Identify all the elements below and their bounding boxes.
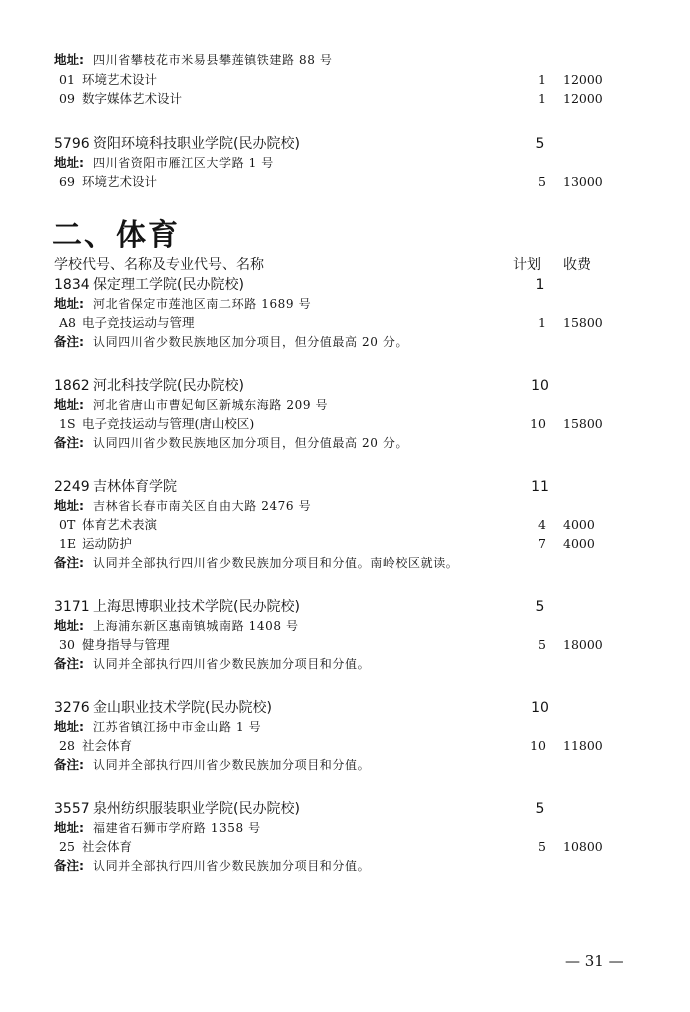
school-plan: 10 <box>531 700 549 716</box>
major-code: 1S <box>59 416 76 431</box>
school-row <box>0 376 690 396</box>
note-row <box>0 332 690 352</box>
school-plan: 10 <box>531 378 549 394</box>
major-row <box>0 89 690 109</box>
major-plan: 5 <box>538 174 546 189</box>
school-name: 金山职业技术学院(民办院校) <box>93 700 272 716</box>
school-name: 吉林体育学院 <box>93 479 177 495</box>
major-row <box>0 534 690 554</box>
address-label: 地址: <box>54 719 84 734</box>
address-row <box>0 395 690 415</box>
school-plan: 5 <box>535 136 545 152</box>
major-code: 28 <box>59 738 75 753</box>
school-name: 资阳环境科技职业学院(民办院校) <box>93 136 300 152</box>
major-fee: 11800 <box>563 738 603 753</box>
major-code: 0T <box>59 517 76 532</box>
address-text: 江苏省镇江扬中市金山路 1 号 <box>93 720 262 734</box>
school-code: 1834 <box>54 277 90 293</box>
note-row <box>0 553 690 573</box>
note-label: 备注: <box>54 858 84 873</box>
address-text: 上海浦东新区惠南镇城南路 1408 号 <box>93 619 299 633</box>
major-fee: 4000 <box>563 517 595 532</box>
address-row <box>0 294 690 314</box>
major-row <box>0 635 690 655</box>
school-row <box>0 477 690 497</box>
major-name: 社会体育 <box>82 839 133 854</box>
column-header-row <box>0 255 690 275</box>
note-text: 认同并全部执行四川省少数民族加分项目和分值。 <box>93 758 371 772</box>
page-number: — 31 — <box>565 952 624 970</box>
major-plan: 7 <box>538 536 546 551</box>
note-row <box>0 654 690 674</box>
address-row <box>0 50 690 70</box>
address-text: 四川省攀枝花市米易县攀莲镇铁建路 88 号 <box>93 53 333 67</box>
major-row <box>0 515 690 535</box>
major-plan: 5 <box>538 637 546 652</box>
school-name: 泉州纺织服装职业学院(民办院校) <box>93 801 300 817</box>
school-code: 3276 <box>54 700 90 716</box>
major-plan: 4 <box>538 517 546 532</box>
major-fee: 10800 <box>563 839 603 854</box>
major-fee: 15800 <box>563 315 603 330</box>
major-plan: 1 <box>538 315 546 330</box>
school-code: 2249 <box>54 479 90 495</box>
note-label: 备注: <box>54 334 84 349</box>
school-row <box>0 134 690 154</box>
major-fee: 15800 <box>563 416 603 431</box>
column-header-fee: 收费 <box>563 257 591 273</box>
address-label: 地址: <box>54 155 84 170</box>
address-text: 河北省唐山市曹妃甸区新城东海路 209 号 <box>93 398 329 412</box>
major-fee: 18000 <box>563 637 603 652</box>
school-plan: 5 <box>535 801 545 817</box>
school-plan: 5 <box>535 599 545 615</box>
major-plan: 1 <box>538 72 546 87</box>
school-name: 保定理工学院(民办院校) <box>93 277 244 293</box>
major-name: 电子竞技运动与管理(唐山校区) <box>82 416 255 431</box>
school-code: 5796 <box>54 136 90 152</box>
note-text: 认同四川省少数民族地区加分项目，但分值最高 20 分。 <box>93 436 409 450</box>
note-label: 备注: <box>54 757 84 772</box>
major-code: 01 <box>59 72 75 87</box>
address-label: 地址: <box>54 296 84 311</box>
address-text: 吉林省长春市南关区自由大路 2476 号 <box>93 499 312 513</box>
address-row <box>0 717 690 737</box>
address-text: 四川省资阳市雁江区大学路 1 号 <box>93 156 274 170</box>
major-fee: 12000 <box>563 72 603 87</box>
school-plan: 1 <box>535 277 545 293</box>
major-row <box>0 736 690 756</box>
note-label: 备注: <box>54 435 84 450</box>
major-code: 69 <box>59 174 75 189</box>
address-label: 地址: <box>54 618 84 633</box>
column-header-plan: 计划 <box>513 257 541 273</box>
major-name: 数字媒体艺术设计 <box>82 91 183 106</box>
address-label: 地址: <box>54 820 84 835</box>
major-plan: 10 <box>530 738 546 753</box>
note-text: 认同四川省少数民族地区加分项目，但分值最高 20 分。 <box>93 335 409 349</box>
major-code: 1E <box>59 536 77 551</box>
major-row <box>0 414 690 434</box>
note-text: 认同并全部执行四川省少数民族加分项目和分值。 <box>93 657 371 671</box>
address-row <box>0 153 690 173</box>
major-row <box>0 313 690 333</box>
major-code: 09 <box>59 91 75 106</box>
major-name: 健身指导与管理 <box>82 637 170 652</box>
major-row <box>0 70 690 90</box>
column-header-school: 学校代号、名称及专业代号、名称 <box>54 257 264 273</box>
school-code: 3557 <box>54 801 90 817</box>
school-code: 3171 <box>54 599 90 615</box>
note-text: 认同并全部执行四川省少数民族加分项目和分值。南岭校区就读。 <box>93 556 459 570</box>
note-label: 备注: <box>54 656 84 671</box>
school-name: 上海思博职业技术学院(民办院校) <box>93 599 300 615</box>
school-code: 1862 <box>54 378 90 394</box>
address-row <box>0 818 690 838</box>
address-text: 福建省石狮市学府路 1358 号 <box>93 821 261 835</box>
major-plan: 10 <box>530 416 546 431</box>
major-name: 运动防护 <box>82 536 133 551</box>
note-row <box>0 433 690 453</box>
major-code: A8 <box>59 315 76 330</box>
school-row <box>0 275 690 295</box>
major-name: 电子竞技运动与管理 <box>82 315 195 330</box>
note-row <box>0 755 690 775</box>
section-title: 二、体育 <box>52 218 180 253</box>
school-plan: 11 <box>531 479 549 495</box>
school-name: 河北科技学院(民办院校) <box>93 378 244 394</box>
major-name: 环境艺术设计 <box>82 174 158 189</box>
major-code: 25 <box>59 839 75 854</box>
school-row <box>0 799 690 819</box>
major-name: 社会体育 <box>82 738 133 753</box>
major-fee: 4000 <box>563 536 595 551</box>
address-label: 地址: <box>54 397 84 412</box>
address-row <box>0 496 690 516</box>
major-plan: 5 <box>538 839 546 854</box>
note-label: 备注: <box>54 555 84 570</box>
note-text: 认同并全部执行四川省少数民族加分项目和分值。 <box>93 859 371 873</box>
address-text: 河北省保定市莲池区南二环路 1689 号 <box>93 297 312 311</box>
major-name: 体育艺术表演 <box>82 517 158 532</box>
major-plan: 1 <box>538 91 546 106</box>
major-row <box>0 837 690 857</box>
school-row <box>0 698 690 718</box>
address-row <box>0 616 690 636</box>
school-row <box>0 597 690 617</box>
address-label: 地址: <box>54 498 84 513</box>
major-fee: 13000 <box>563 174 603 189</box>
major-row <box>0 172 690 192</box>
address-label: 地址: <box>54 52 84 67</box>
note-row <box>0 856 690 876</box>
major-name: 环境艺术设计 <box>82 72 158 87</box>
major-code: 30 <box>59 637 75 652</box>
major-fee: 12000 <box>563 91 603 106</box>
